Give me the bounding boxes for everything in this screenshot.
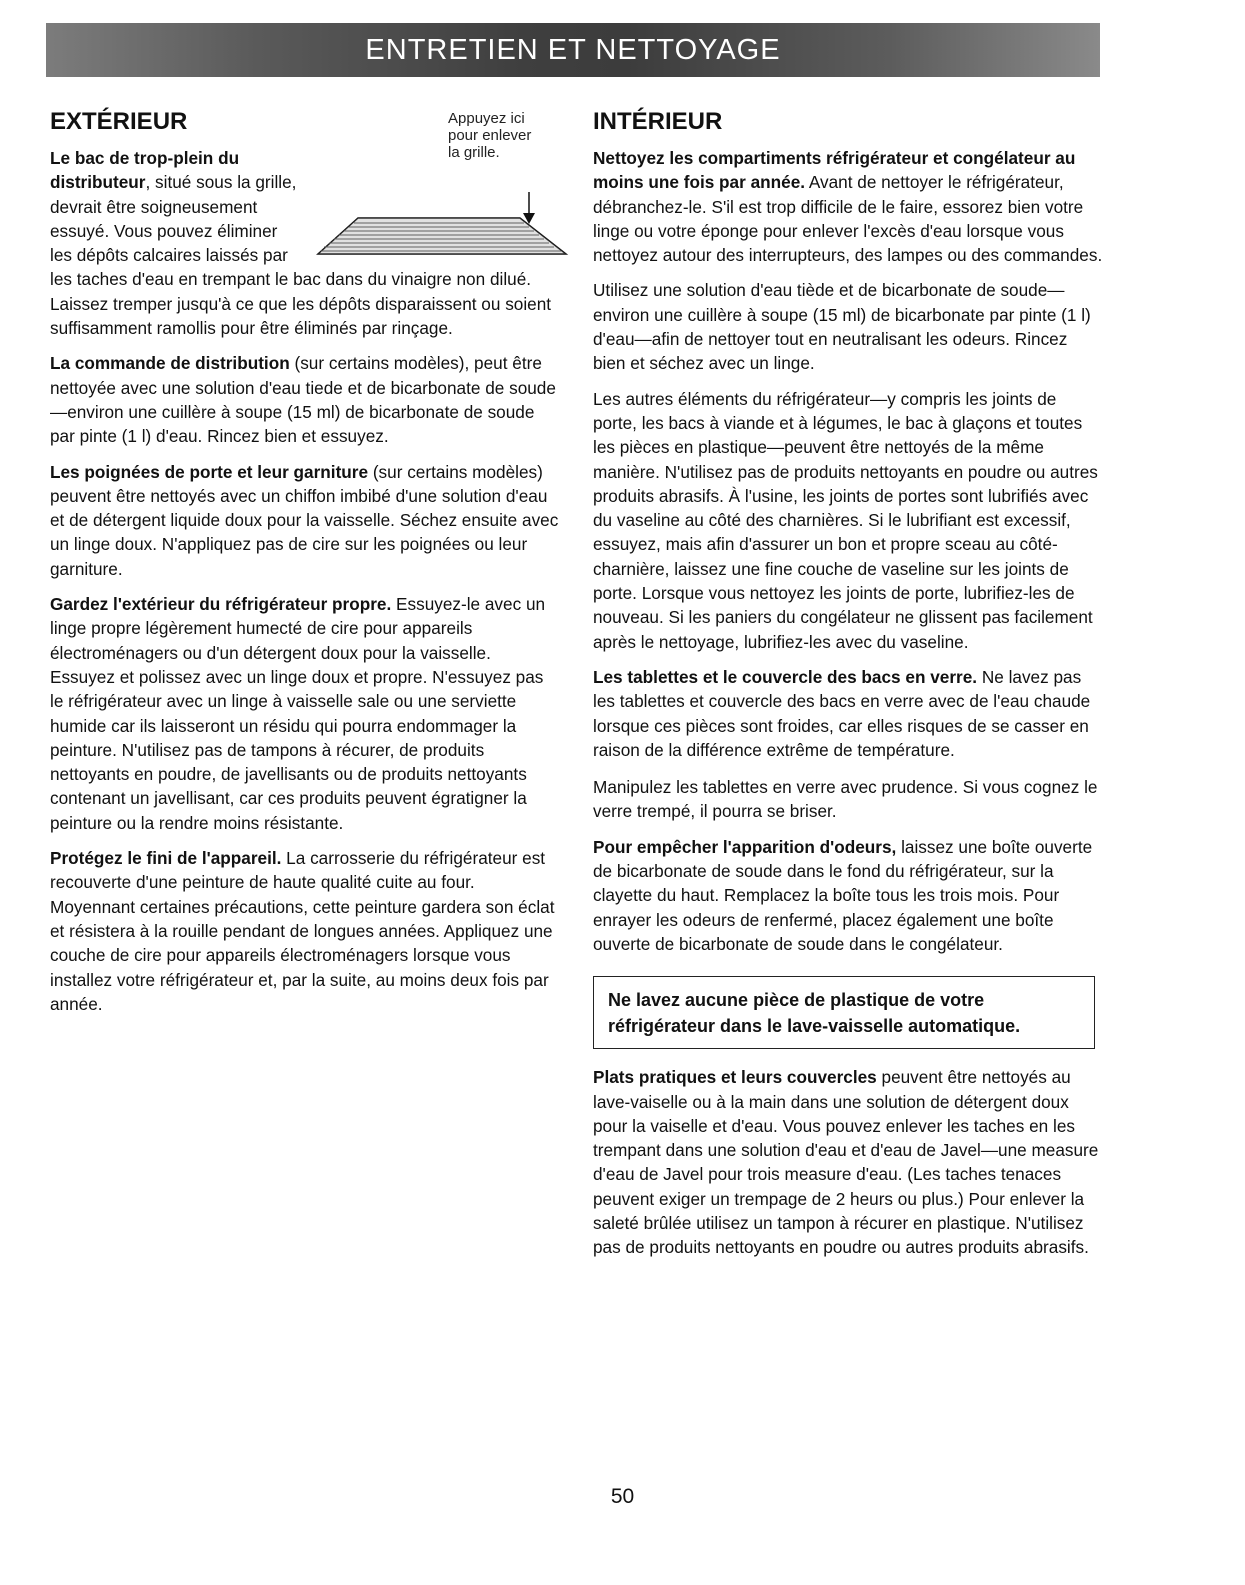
grille-figure <box>310 110 570 260</box>
grille-caption-line: la grille. <box>448 144 500 161</box>
exterior-paragraph: Les poignées de porte et leur garniture (sur certains modèles) peuvent être nettoyés avec un chiffon imbibé d'une solution d'eau et de détergent liquide doux pour la vaisselle. Séchez ensuite avec un linge doux. N'appliquez pas de cire sur les poignées ou leur garniture. <box>50 461 559 579</box>
interior-paragraph: Plats pratiques et leurs couvercles peuvent être nettoyés au lave-vaiselle ou à la main dans une solution de détergent doux pour la vaiselle et d'eau. Vous pouvez enlever les taches en les trempant dans une solution d'eau et d'eau de Javel—une measure d'eau de Javel pour trois measure d'eau. (Les taches tenaces peuvent exiger un trempage de 2 heurs ou plus.) Pour enlever la saleté brûlée utilisez un tampon à récurer en plastique. N'utilisez pas de produits nettoyants en poudre ou autres produits abrasifs. <box>593 1067 1099 1258</box>
section-banner <box>46 23 1100 77</box>
exterior-paragraph: La commande de distribution (sur certains modèles), peut être nettoyée avec une solution d'eau tiede et de bicarbonate de soude—environ une cuillère à soupe (15 ml) de bicarbonate de soude par pinte (1 l) d'eau. Rincez bien et essuyez. <box>50 353 556 447</box>
warning-notice: Ne lavez aucune pièce de plastique de votre réfrigérateur dans le lave-vaisselle automatique. <box>593 976 1095 1049</box>
grille-caption-line: pour enlever <box>448 127 532 144</box>
interior-paragraph: Les autres éléments du réfrigérateur—y compris les joints de porte, les bacs à viande et à légumes, le bac à glaçons et toutes les pièces en plastique—peuvent être nettoyés de la même manière. N'utilisez pas de produits nettoyants en poudre ou autres produits abrasifs. À l'usine, les joints de portes sont lubrifiés avec du vaseline au côté des charnières. Si le lubrifiant est excessif, essuyez, mais afin d'assurer un bon et propre sceau au côté-charnière, laissez une fine couche de vaseline sur les joints de porte. Lorsque vous nettoyez les joints de porte, lubrifiez-les de nouveau. Si les paniers du congélateur ne glissent pas facilement après le nettoyage, lubrifiez-les avec du vaseline. <box>593 388 1098 652</box>
exterior-paragraph: Protégez le fini de l'appareil. La carrosserie du réfrigérateur est recouverte d'une peinture de haute qualité cuite au four. Moyennant certaines précautions, cette peinture gardera son éclat et résistera à la rouille pendant de longues années. Appliquez une couche de cire pour appareils électroménagers lorsque vous installez votre réfrigérateur et, par la suite, au moins deux fois par année. <box>50 848 555 1014</box>
interior-column <box>593 108 1103 1271</box>
exterior-paragraph: Le bac de trop-plein du distributeur, situé sous la grille, devrait être soigneusement essuyé. Vous pouvez éliminer les dépôts calcaires laissés par les taches d'eau en trempant le bac dans du vinaigre non dilué. Laissez tremper jusqu'à ce que les dépôts disparaissent ou soient suffisamment ramollis pour être éliminés par rinçage. <box>50 148 552 339</box>
grille-illustration <box>310 110 570 260</box>
interior-paragraph: Les tablettes et le couvercle des bacs en verre. Ne lavez pas les tablettes et couvercle des bacs en verre avec de l'eau chaude lorsque ces pièces sont froides, car elles risques de se casser en raison de la différence extrême de température. <box>593 666 1091 760</box>
interior-paragraph: Pour empêcher l'apparition d'odeurs, laissez une boîte ouverte de bicarbonate de soude dans le fond du réfrigérateur, sur la clayette du haut. Remplacez la boîte tous les trois mois. Pour enrayer les odeurs de renfermé, placez également une boîte ouverte de bicarbonate de soude dans le congélateur. <box>593 836 1093 954</box>
interior-paragraph: Nettoyez les compartiments réfrigérateur et congélateur au moins une fois par année. Avant de nettoyer le réfrigérateur, débranchez-le. S'il est trop difficile de le faire, essorez bien votre linge ou votre éponge pour enlever l'excès d'eau lorsque vous nettoyez autour des interrupteurs, des lampes ou des commandes. <box>593 148 1103 266</box>
exterior-heading: EXTÉRIEUR <box>50 108 188 135</box>
interior-heading: INTÉRIEUR <box>593 108 723 135</box>
interior-paragraph: Manipulez les tablettes en verre avec prudence. Si vous cognez le verre trempé, il pourra se briser. <box>593 777 1098 822</box>
interior-paragraph: Utilisez une solution d'eau tiède et de bicarbonate de soude—environ une cuillère à soupe (15 ml) de bicarbonate par pinte (1 l) d'eau—afin de nettoyer tout en neutralisant les odeurs. Rincez bien et séchez avec un linge. <box>593 280 1091 374</box>
exterior-paragraph: Gardez l'extérieur du réfrigérateur propre. Essuyez-le avec un linge propre légèrement humecté de cire pour appareils électroménagers ou d'un détergent doux pour la vaisselle. Essuyez et polissez avec un linge doux et propre. N'essuyez pas le réfrigérateur avec un linge à vaisselle sale ou une serviette humide car ils laisseront un résidu qui pourra endommager la peinture. N'utilisez pas de tampons à récurer, de produits nettoyants en poudre, de javellisants ou de produits nettoyants contenant un javellisant, car ces produits peuvent égratigner la peinture ou la rendre moins résistante. <box>50 594 546 833</box>
page-number: 50 <box>610 1485 635 1508</box>
exterior-column <box>50 108 560 1027</box>
banner-title: ENTRETIEN ET NETTOYAGE <box>365 33 781 66</box>
grille-caption-line: Appuyez ici <box>448 110 525 127</box>
